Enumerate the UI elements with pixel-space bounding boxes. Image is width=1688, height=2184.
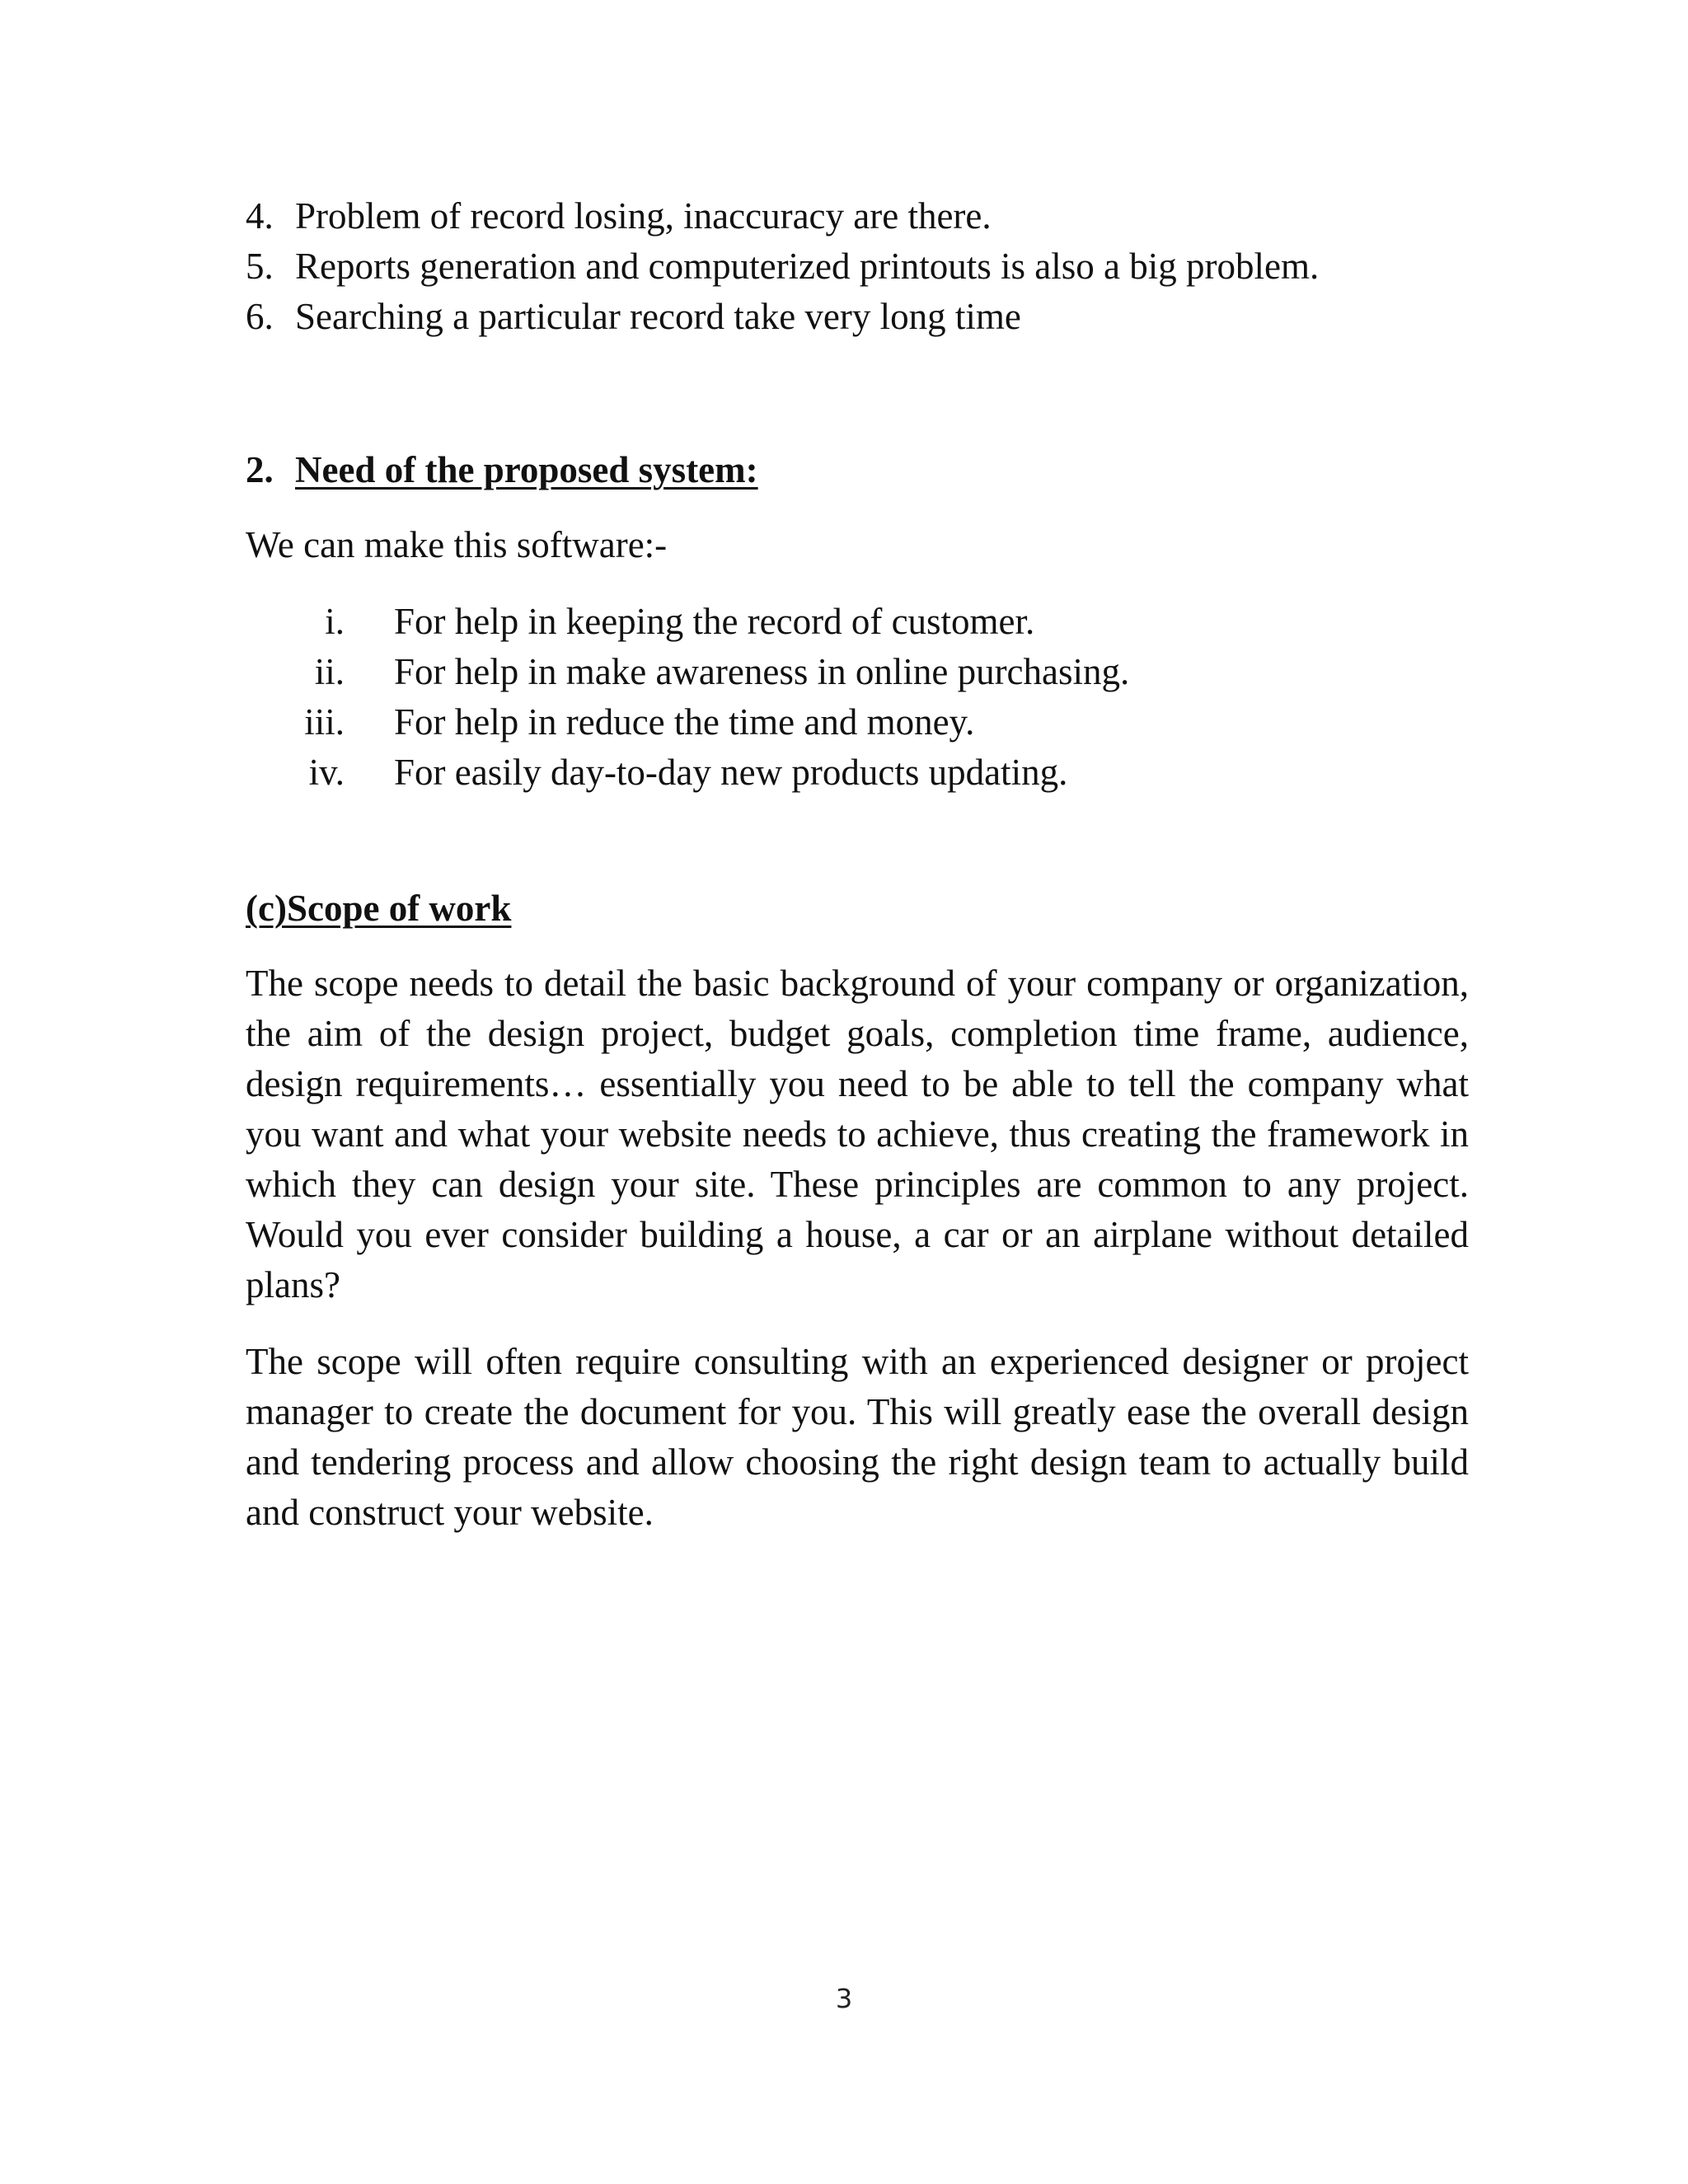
- scope-paragraph-2: The scope will often require consulting with an experienced designer or project manager to create the document for you. This will greatly ease the overall design and tendering process and allow choosing the right design team to actually build and construct your website.: [246, 1341, 1469, 1533]
- need-section-intro: We can make this software:-: [246, 524, 668, 565]
- list-item-marker: 6.: [246, 296, 274, 337]
- section-heading-text: Need of the proposed system:: [295, 449, 758, 490]
- scope-section-heading: [246, 883, 1469, 934]
- list-item-text: For easily day-to-day new products updating.: [394, 752, 1068, 793]
- scope-heading-text: (c)Scope of work: [246, 888, 512, 929]
- page-number: 3: [835, 1983, 853, 2014]
- list-item: [246, 647, 1469, 697]
- need-section-heading: [246, 445, 1469, 495]
- list-item: [246, 748, 1469, 798]
- problems-list: [246, 191, 1469, 342]
- list-item-marker: ii.: [314, 651, 345, 692]
- list-item-text: For help in reduce the time and money.: [394, 701, 975, 743]
- section-number: 2.: [246, 449, 274, 490]
- list-item-text: For help in make awareness in online purchasing.: [394, 651, 1130, 692]
- need-items-list: [246, 597, 1469, 798]
- list-item-text: Reports generation and computerized printouts is also a big problem.: [295, 246, 1320, 287]
- list-item-marker: i.: [325, 601, 345, 642]
- list-item-marker: iii.: [304, 701, 345, 743]
- list-item-marker: iv.: [308, 752, 345, 793]
- list-item: [246, 697, 1469, 748]
- scope-paragraph-1: The scope needs to detail the basic background of your company or organization, the aim of the design project, budget goals, completion time frame, audience, design requirements… essentially you need to be able to tell the company what you want and what your website needs to achieve, thus creating the framework in which they can design your site. These principles are common to any project. Would you ever consider building a house, a car or an airplane without detailed plans?: [246, 963, 1469, 1305]
- list-item-text: Problem of record losing, inaccuracy are there.: [295, 195, 992, 237]
- list-item: [246, 241, 1469, 292]
- list-item-marker: 5.: [246, 246, 274, 287]
- list-item-text: Searching a particular record take very long time: [295, 296, 1021, 337]
- list-item: [246, 597, 1469, 647]
- list-item: [246, 292, 1469, 342]
- list-item-marker: 4.: [246, 195, 274, 237]
- list-item: [246, 191, 1469, 241]
- page-content: [246, 191, 1469, 1538]
- list-item-text: For help in keeping the record of customer.: [394, 601, 1035, 642]
